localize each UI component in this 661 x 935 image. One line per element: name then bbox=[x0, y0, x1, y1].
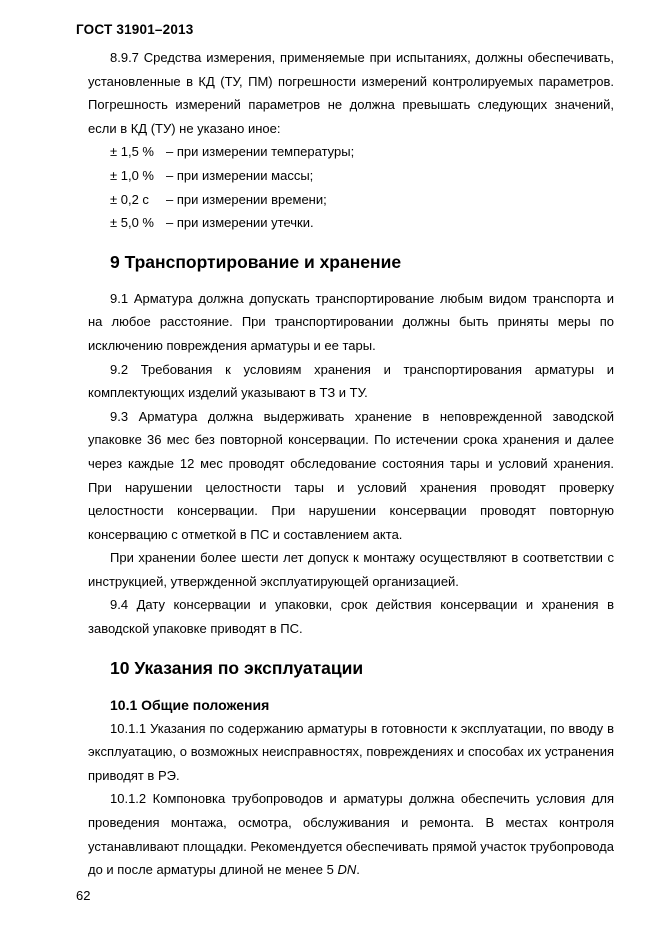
page-content bbox=[88, 46, 614, 882]
subsection-10-1-heading: 10.1 Общие положения bbox=[110, 696, 270, 713]
tolerance-value: ± 1,5 % bbox=[110, 144, 154, 160]
paragraph-10-1-1: 10.1.1 Указания по содержанию арматуры в готовности к эксплуатации, по вводу в эксплуатацию, о возможных неисправностях, повреждениях и способах их устранения приводят в РЭ. bbox=[88, 720, 614, 783]
paragraph-8-9-7: 8.9.7 Средства измерения, применяемые при испытаниях, должны обеспечивать, установленные в КД (ТУ, ПМ) погрешности измерений контролируемых параметров. Погрешность измерений параметров не должна превышать следующих значений, если в КД (ТУ) не указано иное: bbox=[88, 50, 614, 136]
tolerance-value: ± 1,0 % bbox=[110, 167, 154, 183]
tolerance-desc: – при измерении массы; bbox=[166, 167, 314, 183]
paragraph-9-4: 9.4 Дату консервации и упаковки, срок действия консервации и хранения в заводской упаковке приводят в ПС. bbox=[88, 597, 614, 637]
paragraph-9-2: 9.2 Требования к условиям хранения и транспортирования арматуры и комплектующих изделий указывают в ТЗ и ТУ. bbox=[88, 361, 614, 401]
section-9-heading: 9 Транспортирование и хранение bbox=[110, 251, 402, 272]
tolerance-item bbox=[88, 188, 614, 212]
section-10-heading: 10 Указания по эксплуатации bbox=[110, 657, 364, 678]
document-header: ГОСТ 31901–2013 bbox=[76, 22, 194, 37]
tolerance-item bbox=[88, 164, 614, 188]
tolerance-item bbox=[88, 211, 614, 235]
dn-symbol: DN bbox=[337, 862, 357, 878]
paragraph-10-1-2-text: 10.1.2 Компоновка трубопроводов и арматуры должна обеспечить условия для проведения монтажа, осмотра, обслуживания и ремонта. В местах контроля устанавливают площадки. Рекомендуется обеспечивать прямой участок трубопровода до и после арматуры длиной не менее 5 bbox=[88, 791, 614, 878]
tolerance-item bbox=[88, 140, 614, 164]
tolerance-desc: – при измерении времени; bbox=[166, 191, 327, 207]
paragraph-9-3-storage: При хранении более шести лет допуск к монтажу осуществляют в соответствии с инструкцией, утвержденной эксплуатирующей организацией. bbox=[88, 550, 614, 589]
tolerance-desc: – при измерении утечки. bbox=[166, 215, 314, 231]
tolerance-value: ± 0,2 с bbox=[110, 191, 149, 207]
paragraph-10-1-2-end: . bbox=[356, 862, 360, 878]
tolerance-value: ± 5,0 % bbox=[110, 215, 154, 231]
paragraph-9-3: 9.3 Арматура должна выдерживать хранение в неповрежденной заводской упаковке 36 мес без повторной консервации. По истечении срока хранения и далее через каждые 12 мес проводят обследование состояния тары и условий хранения. При нарушении целостности тары и условий хранения проводят проверку целостности консервации. При нарушении консервации проводят повторную консервацию с отметкой в ПС и составлением акта. bbox=[88, 408, 614, 542]
paragraph-9-1: 9.1 Арматура должна допускать транспортирование любым видом транспорта и на любое расстояние. При транспортировании должны быть приняты меры по исключению повреждения арматуры и ее тары. bbox=[88, 290, 614, 353]
paragraph-10-1-2 bbox=[88, 787, 614, 881]
page-number: 62 bbox=[76, 888, 91, 903]
tolerance-desc: – при измерении температуры; bbox=[166, 144, 355, 160]
